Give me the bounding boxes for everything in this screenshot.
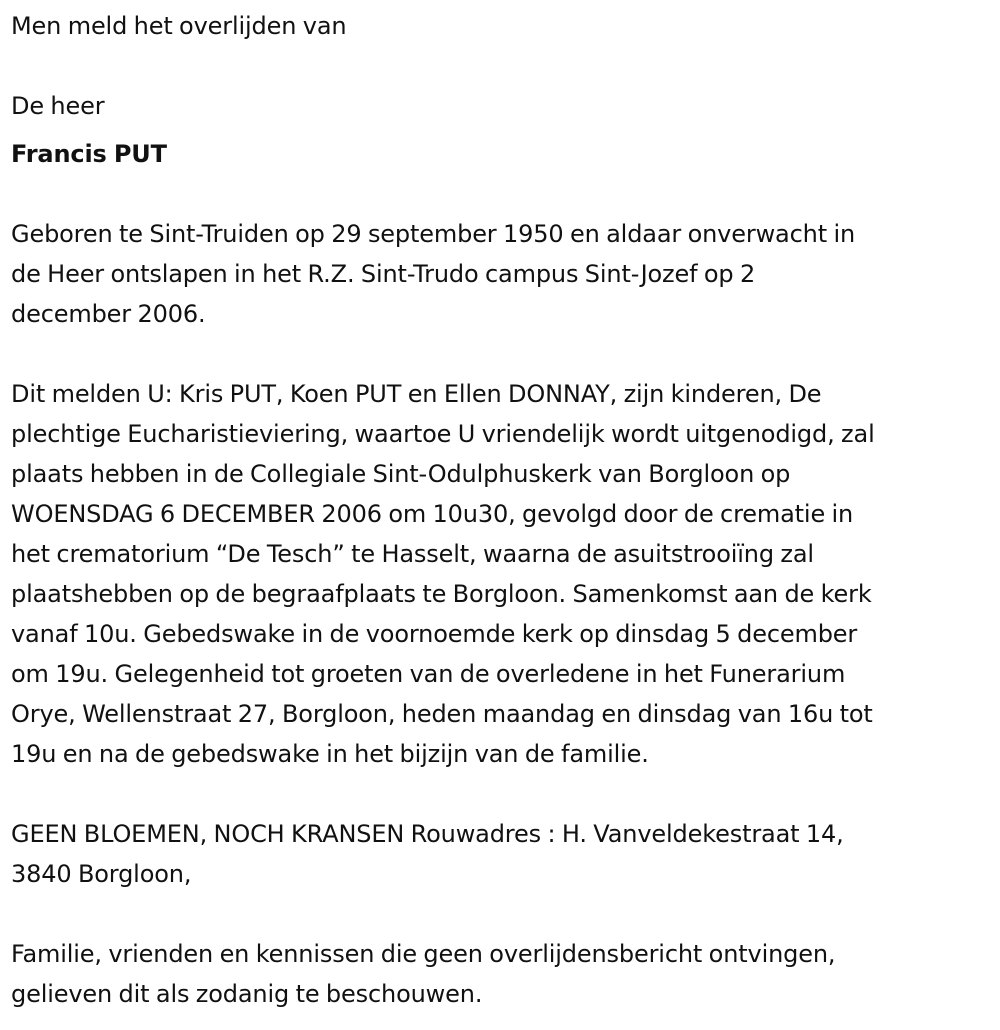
salutation: De heer — [11, 92, 105, 120]
intro-text: Men meld het overlijden van — [11, 12, 347, 40]
paragraph-line: GEEN BLOEMEN, NOCH KRANSEN Rouwadres : H. Vanveldekestraat 14, — [11, 820, 844, 848]
paragraph-line: gelieven dit als zodanig te beschouwen. — [11, 980, 483, 1008]
paragraph-line: plaats hebben in de Collegiale Sint-Odulphuskerk van Borgloon op — [11, 460, 791, 488]
paragraph-line: Orye, Wellenstraat 27, Borgloon, heden maandag en dinsdag van 16u tot — [11, 700, 873, 728]
spacer — [11, 334, 990, 374]
closing-paragraph — [11, 934, 990, 1014]
paragraph-line: plechtige Eucharistieviering, waartoe U vriendelijk wordt uitgenodigd, zal — [11, 420, 875, 448]
paragraph-line: plaatshebben op de begraafplaats te Borgloon. Samenkomst aan de kerk — [11, 580, 872, 608]
spacer — [11, 46, 990, 86]
announcement-paragraph — [11, 374, 990, 774]
paragraph-line: vanaf 10u. Gebedswake in de voornoemde kerk op dinsdag 5 december — [11, 620, 858, 648]
spacer — [11, 774, 990, 814]
birth-paragraph — [11, 214, 990, 334]
paragraph-line: 19u en na de gebedswake in het bijzijn van de familie. — [11, 740, 649, 768]
paragraph-line: de Heer ontslapen in het R.Z. Sint-Trudo campus Sint-Jozef op 2 — [11, 260, 756, 288]
paragraph-line: Dit melden U: Kris PUT, Koen PUT en Ellen DONNAY, zijn kinderen, De — [11, 380, 822, 408]
paragraph-line: Familie, vrienden en kennissen die geen overlijdensbericht ontvingen, — [11, 940, 836, 968]
paragraph-line: 3840 Borgloon, — [11, 860, 192, 888]
paragraph-line: om 19u. Gelegenheid tot groeten van de overledene in het Funerarium — [11, 660, 846, 688]
spacer — [11, 174, 990, 214]
paragraph-line: WOENSDAG 6 DECEMBER 2006 om 10u30, gevolgd door de crematie in — [11, 500, 854, 528]
spacer — [11, 894, 990, 934]
paragraph-line: december 2006. — [11, 300, 206, 328]
deceased-name: Francis PUT — [11, 140, 167, 168]
address-paragraph — [11, 814, 990, 894]
paragraph-line: het crematorium “De Tesch” te Hasselt, waarna de asuitstrooiïng zal — [11, 540, 814, 568]
paragraph-line: Geboren te Sint-Truiden op 29 september 1950 en aldaar onverwacht in — [11, 220, 856, 248]
